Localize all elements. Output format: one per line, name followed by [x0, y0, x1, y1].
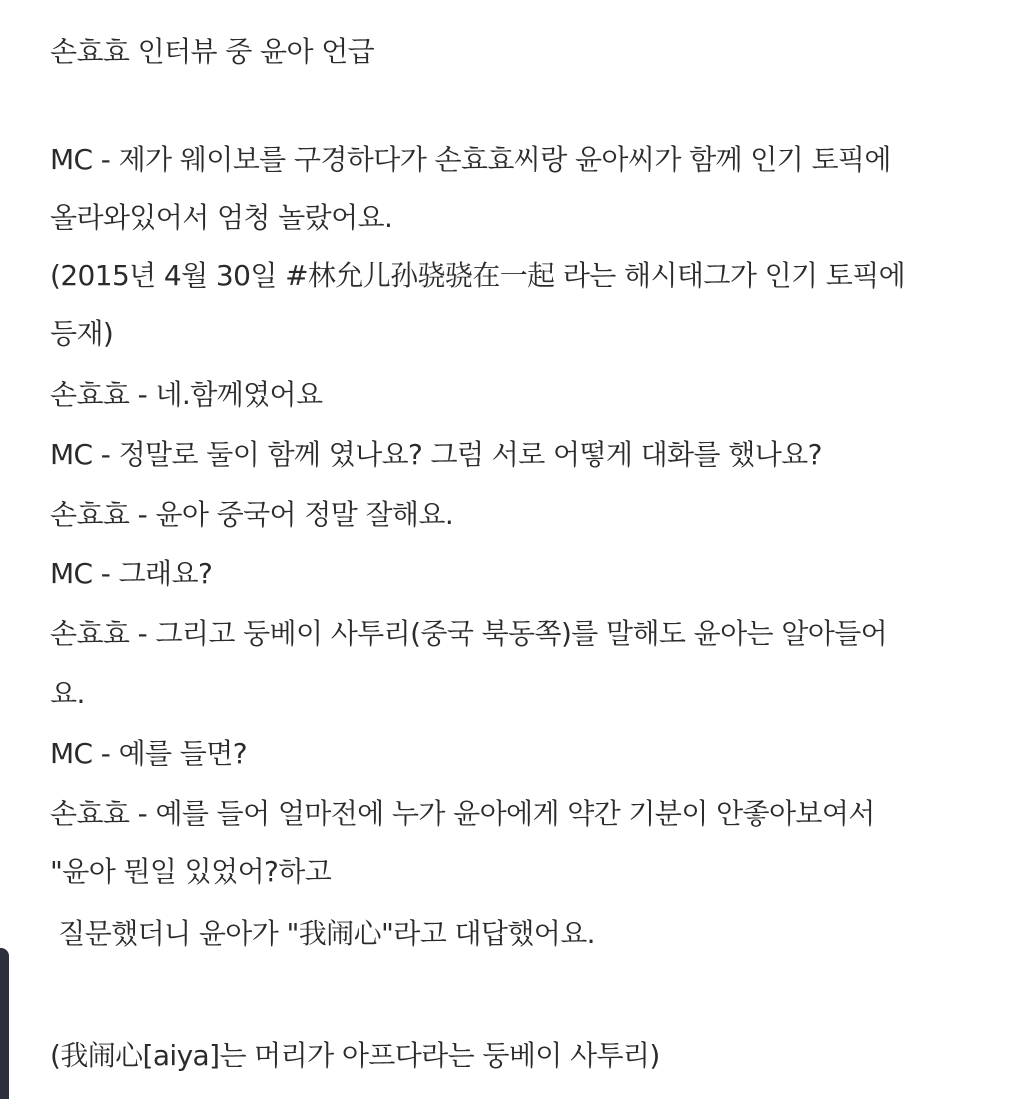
text-line: MC - 정말로 둘이 함께 였나요? 그럼 서로 어떻게 대화를 했나요? [50, 438, 822, 471]
text-line: 요. [50, 677, 85, 710]
text-line: MC - 제가 웨이보를 구경하다가 손효효씨랑 윤아씨가 함께 인기 토픽에 [50, 143, 891, 176]
text-line: 손효효 - 네.함께였어요 [50, 378, 323, 411]
text-line: 손효효 - 예를 들어 얼마전에 누가 윤아에게 약간 기분이 안좋아보여서 [50, 797, 875, 830]
text-line: (我闹心[aiya]는 머리가 아프다라는 둥베이 사투리) [50, 1039, 660, 1072]
side-panel-handle[interactable] [0, 948, 9, 1099]
text-line: (2015년 4월 30일 #林允儿孙骁骁在一起 라는 해시태그가 인기 토픽에 [50, 259, 906, 292]
text-line: 질문했더니 윤아가 "我闹心"라고 대답했어요. [50, 917, 595, 950]
text-line: 손효효 - 윤아 중국어 정말 잘해요. [50, 498, 454, 531]
article-title: 손효효 인터뷰 중 윤아 언급 [50, 35, 375, 68]
text-line: MC - 그래요? [50, 557, 213, 590]
text-line: 손효효 - 그리고 둥베이 사투리(중국 북동쪽)를 말해도 윤아는 알아들어 [50, 617, 888, 650]
text-line: MC - 예를 들면? [50, 737, 247, 770]
text-line: "윤아 뭔일 있었어?하고 [50, 855, 332, 888]
text-line: 등재) [50, 317, 114, 350]
text-line: 올라와있어서 엄청 놀랐어요. [50, 201, 393, 234]
